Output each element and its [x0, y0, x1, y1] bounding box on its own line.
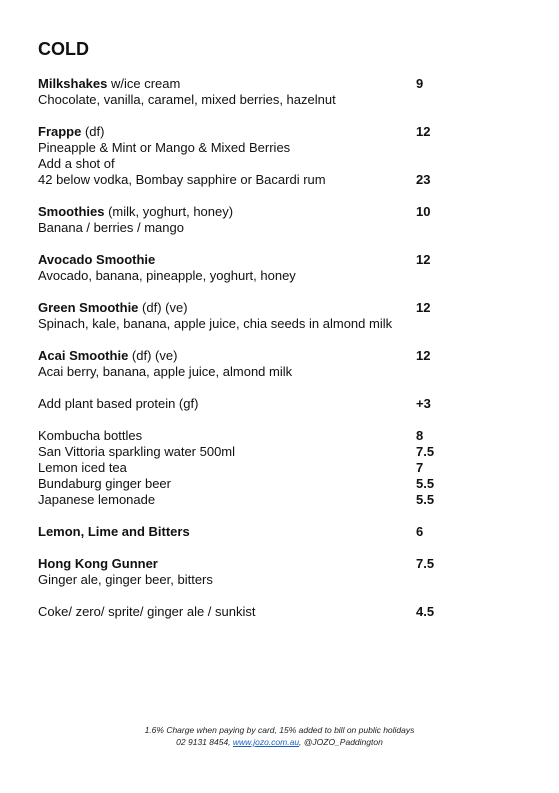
item-description: Avocado, banana, pineapple, yoghurt, honey	[38, 268, 296, 283]
item-name: Lemon iced tea	[38, 460, 127, 475]
menu-item-frappe	[38, 124, 438, 140]
menu-item-avocado-smoothie	[38, 252, 438, 268]
menu-item-milkshakes	[38, 76, 438, 92]
footer	[0, 724, 559, 748]
item-price: 5.5	[416, 492, 435, 507]
item-description: Ginger ale, ginger beer, bitters	[38, 572, 213, 587]
item-name: Green Smoothie	[38, 300, 139, 315]
item-name: Add plant based protein (gf)	[38, 396, 199, 411]
item-note: w/ice cream	[107, 76, 181, 91]
item-price: 12	[416, 348, 431, 363]
item-name: Coke/ zero/ sprite/ ginger ale / sunkist	[38, 604, 256, 619]
item-description: Acai berry, banana, apple juice, almond milk	[38, 364, 293, 379]
page-heading: COLD	[38, 39, 89, 59]
item-name: Lemon, Lime and Bitters	[38, 524, 190, 539]
item-name: Kombucha bottles	[38, 428, 143, 443]
menu-item-soft-drinks	[38, 604, 438, 620]
menu-item-smoothies	[38, 204, 438, 220]
menu-list	[38, 76, 438, 620]
item-name: Acai Smoothie	[38, 348, 129, 363]
menu-item-lemon-iced-tea	[38, 460, 438, 476]
item-name: Frappe	[38, 124, 82, 139]
item-price: 23	[416, 172, 431, 187]
item-price: 12	[416, 300, 431, 315]
footer-contact	[0, 736, 559, 748]
item-name: San Vittoria sparkling water 500ml	[38, 444, 236, 459]
item-price: 12	[416, 124, 431, 139]
footer-phone: 02 9131 8454,	[176, 737, 233, 747]
item-price: 7.5	[416, 444, 435, 459]
item-price: 12	[416, 252, 431, 267]
item-name: Bundaburg ginger beer	[38, 476, 171, 491]
item-name: Smoothies	[38, 204, 105, 219]
menu-item-sparkling-water	[38, 444, 438, 460]
item-description: Chocolate, vanilla, caramel, mixed berries, hazelnut	[38, 92, 336, 107]
menu-item-green-smoothie	[38, 300, 438, 316]
item-price: 9	[416, 76, 424, 91]
item-description: Banana / berries / mango	[38, 220, 184, 235]
menu-item-lemon-lime-bitters	[38, 524, 438, 540]
item-price: 6	[416, 524, 424, 539]
item-price: +3	[416, 396, 431, 411]
item-name: Hong Kong Gunner	[38, 556, 158, 571]
item-price: 5.5	[416, 476, 435, 491]
menu-item-plant-protein	[38, 396, 438, 412]
addon-label: Add a shot of	[38, 156, 115, 171]
menu-item-kombucha	[38, 428, 438, 444]
item-note: (df) (ve)	[138, 300, 188, 315]
footer-surcharge-note: 1.6% Charge when paying by card, 15% added to bill on public holidays	[144, 725, 415, 735]
menu-item-acai-smoothie	[38, 348, 438, 364]
item-price: 7.5	[416, 556, 435, 571]
menu-item-japanese-lemonade	[38, 492, 438, 508]
menu-item-hong-kong-gunner	[38, 556, 438, 572]
item-price: 10	[416, 204, 431, 219]
item-name: Milkshakes	[38, 76, 108, 91]
item-name: Avocado Smoothie	[38, 252, 156, 267]
item-description: Pineapple & Mint or Mango & Mixed Berries	[38, 140, 291, 155]
addon-description: 42 below vodka, Bombay sapphire or Bacardi rum	[38, 172, 326, 187]
item-price: 4.5	[416, 604, 435, 619]
website-link[interactable]: www.jozo.com.au	[232, 737, 300, 747]
footer-social-handle: , @JOZO_Paddington	[299, 737, 383, 747]
item-name: Japanese lemonade	[38, 492, 156, 507]
item-price: 7	[416, 460, 424, 475]
menu-item-frappe-addon	[38, 172, 438, 188]
item-price: 8	[416, 428, 424, 443]
item-note: (df) (ve)	[128, 348, 178, 363]
item-note: (milk, yoghurt, honey)	[104, 204, 234, 219]
menu-item-ginger-beer	[38, 476, 438, 492]
item-description: Spinach, kale, banana, apple juice, chia seeds in almond milk	[38, 316, 393, 331]
item-note: (df)	[81, 124, 105, 139]
